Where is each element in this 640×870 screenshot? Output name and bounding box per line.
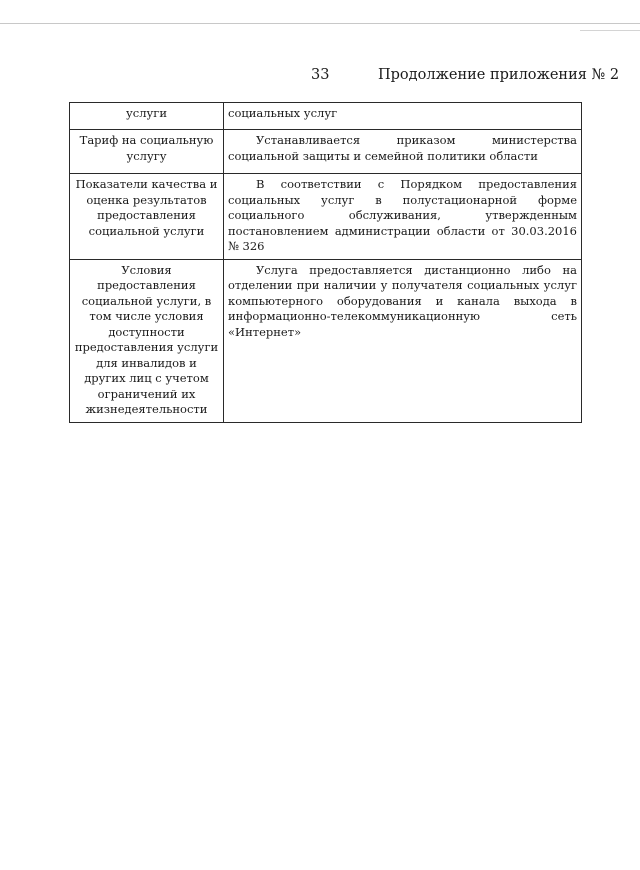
table-row [70,174,582,260]
row-label-cell [70,174,224,260]
table-row [70,103,582,130]
scan-edge-line [0,23,640,24]
table-row [70,130,582,174]
scan-edge-line-right [580,30,640,31]
row-value: социальных услуг [228,106,338,120]
page-header [0,67,640,89]
row-label-cell [70,103,224,130]
row-label: Показатели качества и оценка результатов предоставления социальной услуги [75,177,218,238]
row-value-cell [224,174,582,260]
page-number: 33 [311,67,330,83]
row-label-cell [70,259,224,422]
row-label: услуги [126,106,167,120]
row-label-cell [70,130,224,174]
service-description-table [69,102,582,423]
table-row [70,259,582,422]
row-label: Тариф на социальную услугу [79,133,214,163]
row-value-cell [224,259,582,422]
row-label: Условия предоставления социальной услуги, в том числе условия доступности предоставления услуги для инвалидов и других лиц с учетом ограничений их жизнедеятельности [74,262,219,417]
row-value: В соответствии с Порядком предоставления социальных услуг в полустационарной форме социального обслуживания, утвержденным постановлением администрации области от 30.03.2016 № 326 [228,177,577,254]
appendix-title: Продолжение приложения № 2 [378,67,620,83]
row-value-cell [224,103,582,130]
row-value: Устанавливается приказом министерства социальной защиты и семейной политики области [228,133,577,163]
row-value: Услуга предоставляется дистанционно либо на отделении при наличии у получателя социальных услуг компьютерного оборудования и канала выхода в информационно-телекоммуникационную сеть «Интернет» [228,262,577,339]
row-value-cell [224,130,582,174]
